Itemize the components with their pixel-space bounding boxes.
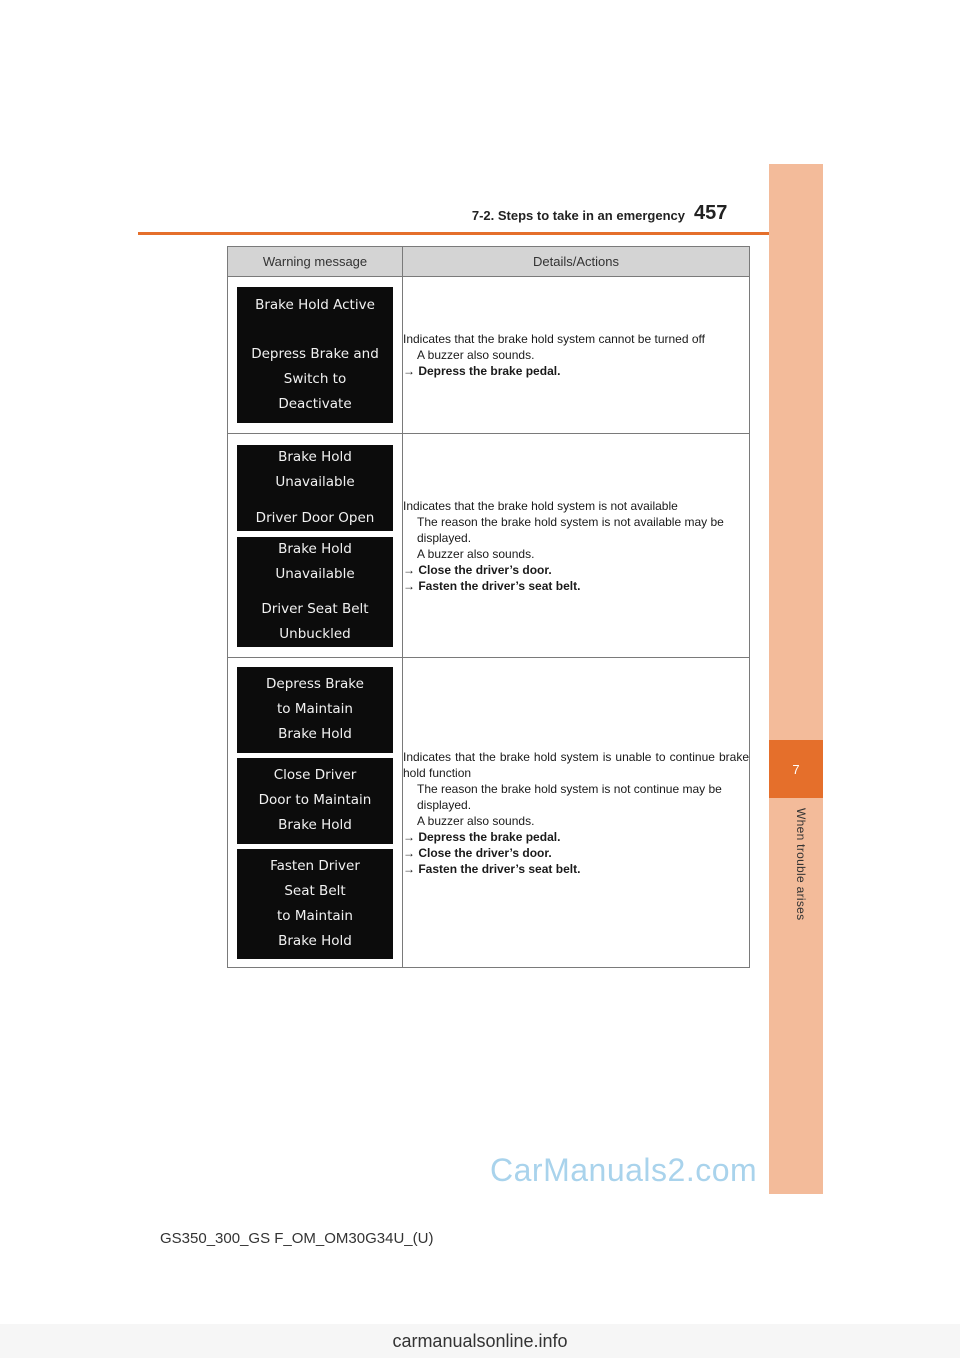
site-banner-text: carmanualsonline.info: [392, 1331, 568, 1351]
warning-display-image: [237, 667, 393, 753]
details-action: → Close the driver’s door.: [403, 845, 552, 860]
warning-screen-title: Brake Hold Unavailable: [275, 448, 355, 490]
details-note: A buzzer also sounds.: [417, 348, 535, 362]
details-intro: Indicates that the brake hold system is not available: [403, 498, 678, 513]
warning-display-image: [237, 445, 393, 531]
details-note: A buzzer also sounds.: [417, 813, 535, 828]
warning-display-image: [237, 849, 393, 959]
details-intro: Indicates that the brake hold system is unable to continue brake hold function: [403, 749, 749, 780]
warning-screen-line: Brake Hold: [278, 817, 352, 833]
details-action: → Fasten the driver’s seat belt.: [403, 861, 581, 876]
arrow-icon: →: [403, 829, 415, 844]
chapter-title: When trouble arises: [794, 808, 808, 921]
chapter-side-strip: [769, 164, 823, 1194]
warning-screen-line: Close Driver: [273, 767, 357, 783]
warning-display-image: [237, 758, 393, 844]
warning-screens-cell: [228, 434, 403, 658]
details-cell: [403, 434, 750, 658]
column-header-details-actions: Details/Actions: [403, 247, 750, 277]
details-action: → Fasten the driver’s seat belt.: [403, 578, 581, 593]
warning-screen-line: Depress Brake and: [251, 346, 379, 362]
details-note: The reason the brake hold system is not available may be displayed.: [417, 514, 724, 545]
details-action: → Depress the brake pedal.: [403, 829, 561, 844]
warning-screen-line: Brake Hold: [278, 726, 352, 742]
arrow-icon: →: [403, 845, 415, 860]
document-code: GS350_300_GS F_OM_OM30G34U_(U): [160, 1230, 434, 1247]
details-cell: [403, 658, 750, 968]
warning-screen-line: to Maintain: [277, 907, 353, 924]
warning-screen-line: Deactivate: [278, 396, 352, 412]
warning-screen-line: Seat Belt: [284, 882, 346, 899]
warning-display-image: [237, 287, 393, 423]
site-banner[interactable]: [0, 1324, 960, 1358]
page-number: 457: [694, 202, 728, 224]
warning-display-image: [237, 537, 393, 647]
details-note: A buzzer also sounds.: [417, 546, 535, 561]
watermark-logo: CarManuals2.com: [490, 1152, 758, 1188]
warning-screen-line: Driver Seat Belt: [261, 600, 369, 617]
warning-screen-line: Depress Brake: [266, 676, 364, 692]
arrow-icon: →: [403, 861, 415, 876]
warning-screen-line: Brake Hold: [278, 932, 352, 949]
arrow-icon: →: [403, 578, 415, 593]
warning-screen-line: Switch to: [283, 371, 347, 387]
column-header-warning-message: Warning message: [228, 247, 403, 277]
details-action: → Depress the brake pedal.: [403, 364, 561, 378]
warning-screens-cell: [228, 658, 403, 968]
warning-screen-line: Door to Maintain: [258, 792, 372, 808]
arrow-icon: →: [403, 364, 415, 378]
warning-screen-line: Driver Door Open: [255, 509, 375, 526]
warning-message-table: [227, 246, 750, 968]
chapter-number: 7: [792, 761, 800, 777]
details-note: The reason the brake hold system is not continue may be displayed.: [417, 781, 722, 812]
header-rule: [138, 232, 823, 235]
warning-screen-title: Brake Hold Unavailable: [275, 540, 355, 582]
table-row: [228, 277, 750, 434]
details-cell: [403, 277, 750, 434]
details-action: → Close the driver’s door.: [403, 562, 552, 577]
table-row: [228, 434, 750, 658]
warning-screen-line: Unbuckled: [279, 625, 351, 642]
table-row: [228, 658, 750, 968]
section-title: 7-2. Steps to take in an emergency: [471, 208, 685, 223]
warning-screen-line: Fasten Driver: [270, 857, 360, 874]
warning-screens-cell: [228, 277, 403, 434]
warning-screen-title: Brake Hold Active: [255, 297, 375, 313]
warning-screen-line: to Maintain: [277, 701, 353, 717]
details-intro: Indicates that the brake hold system cannot be turned off: [403, 332, 705, 346]
chapter-number-tab[interactable]: [769, 740, 823, 798]
arrow-icon: →: [403, 562, 415, 577]
